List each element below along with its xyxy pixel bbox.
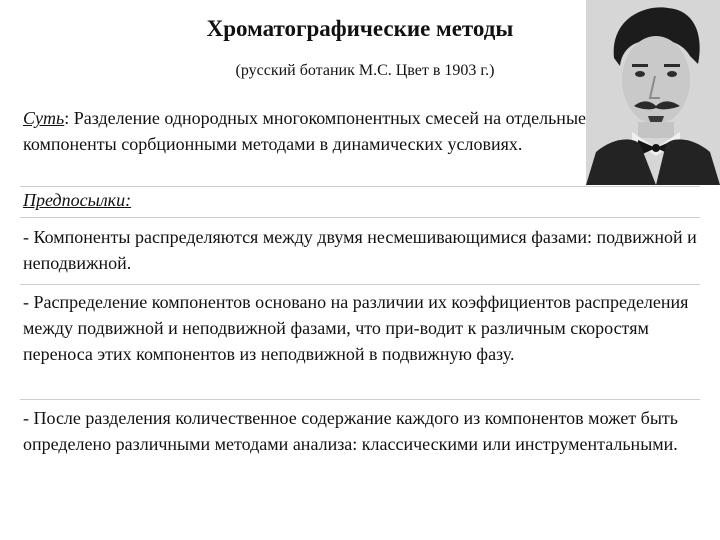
divider <box>20 284 700 285</box>
slide-subtitle: (русский ботаник М.С. Цвет в 1903 г.) <box>235 62 495 79</box>
slide-title: Хроматографические методы <box>206 16 514 41</box>
portrait-photo <box>586 0 720 185</box>
point-3: - После разделения количественное содержание каждого из компонентов может быть определено различными методами анализа: классическими или инструментальными. <box>23 408 679 454</box>
point-2: - Распределение компонентов основано на различии их коэффициентов распределения между подвижной и неподвижной фазами, что при-водит к различным скоростям переноса этих компонентов из неподвижной в подвижную фазу. <box>23 292 689 364</box>
point-1: - Компоненты распределяются между двумя несмешивающимися фазами: подвижной и неподвижной. <box>23 227 697 273</box>
divider <box>20 399 700 400</box>
prerequisites-heading: Предпосылки: <box>23 190 132 210</box>
divider <box>20 217 700 218</box>
divider <box>20 186 700 187</box>
essence-paragraph <box>23 105 593 157</box>
essence-label: Суть <box>23 108 65 128</box>
essence-text: : Разделение однородных многокомпонентных смесей на отдельные компоненты сорбционными методами в динамических условиях. <box>23 108 587 154</box>
